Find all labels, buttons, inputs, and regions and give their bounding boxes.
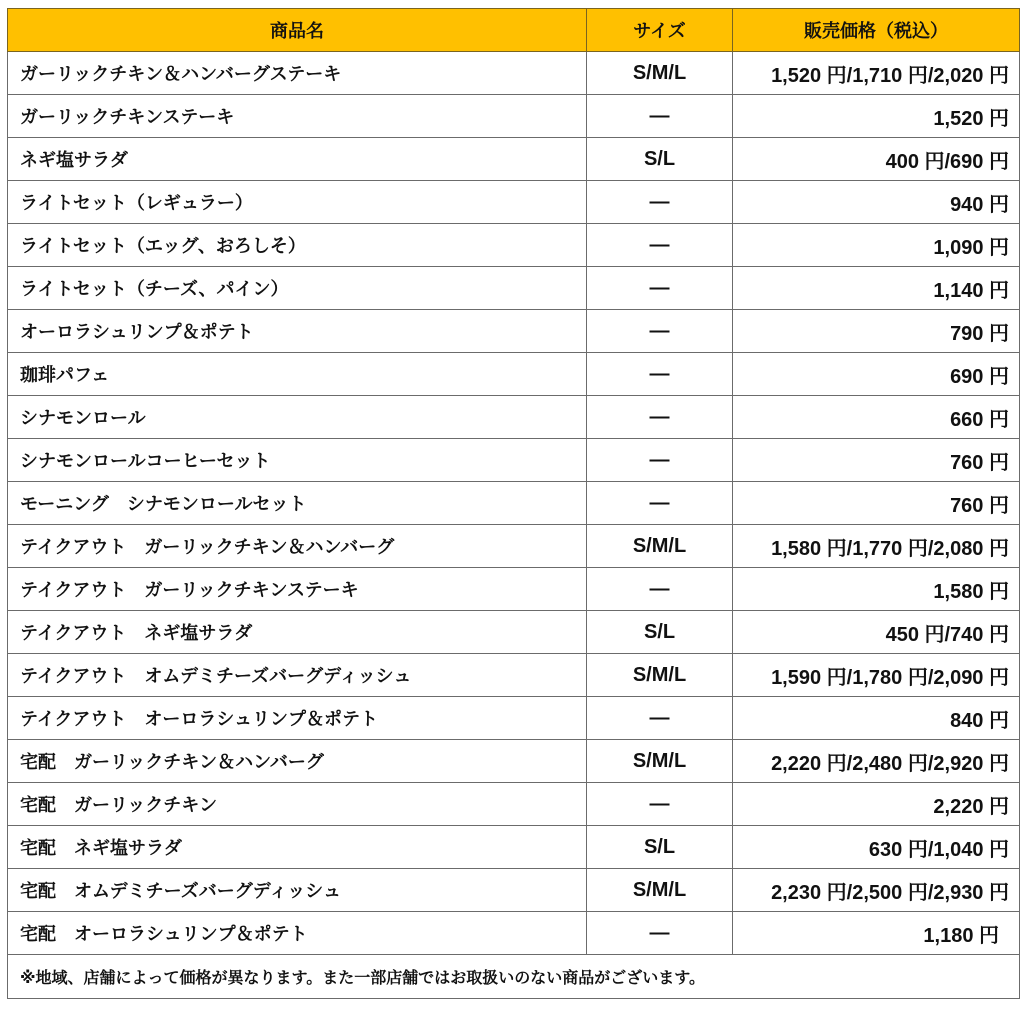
table-row	[8, 783, 1020, 826]
item-size: S/M/L	[587, 525, 733, 568]
table-row	[8, 740, 1020, 783]
item-name: テイクアウト ネギ塩サラダ	[8, 611, 587, 654]
table-row	[8, 138, 1020, 181]
item-name: テイクアウト ガーリックチキンステーキ	[8, 568, 587, 611]
table-row	[8, 912, 1020, 955]
item-price: 940 円	[733, 181, 1020, 224]
item-price: 1,580 円	[733, 568, 1020, 611]
item-size: S/L	[587, 826, 733, 869]
item-name: 宅配 ガーリックチキン	[8, 783, 587, 826]
item-size: S/M/L	[587, 740, 733, 783]
table-row	[8, 826, 1020, 869]
item-name: モーニング シナモンロールセット	[8, 482, 587, 525]
item-size: S/M/L	[587, 52, 733, 95]
item-name: 宅配 ネギ塩サラダ	[8, 826, 587, 869]
item-price: 400 円/690 円	[733, 138, 1020, 181]
item-price: 760 円	[733, 439, 1020, 482]
item-name: 宅配 オーロラシュリンプ＆ポテト	[8, 912, 587, 955]
table-row	[8, 353, 1020, 396]
item-price: 1,580 円/1,770 円/2,080 円	[733, 525, 1020, 568]
column-header-price: 販売価格（税込）	[733, 9, 1020, 52]
item-price: 1,520 円	[733, 95, 1020, 138]
item-size: S/L	[587, 138, 733, 181]
item-name: テイクアウト オーロラシュリンプ＆ポテト	[8, 697, 587, 740]
item-name: ライトセット（レギュラー）	[8, 181, 587, 224]
table-header	[8, 9, 1020, 52]
table-row	[8, 482, 1020, 525]
item-name: 宅配 オムデミチーズバーグディッシュ	[8, 869, 587, 912]
table-row	[8, 869, 1020, 912]
item-size: —	[587, 224, 733, 267]
footnote-row	[8, 955, 1020, 999]
table-row	[8, 439, 1020, 482]
table-row	[8, 697, 1020, 740]
item-name: テイクアウト ガーリックチキン＆ハンバーグ	[8, 525, 587, 568]
table-row	[8, 611, 1020, 654]
item-price: 2,220 円/2,480 円/2,920 円	[733, 740, 1020, 783]
footnote: ※地域、店舗によって価格が異なります。また一部店舗ではお取扱いのない商品がございます。	[8, 955, 1020, 999]
item-size: —	[587, 396, 733, 439]
item-price: 660 円	[733, 396, 1020, 439]
table-row	[8, 310, 1020, 353]
item-price: 2,220 円	[733, 783, 1020, 826]
item-name: シナモンロールコーヒーセット	[8, 439, 587, 482]
item-name: 宅配 ガーリックチキン＆ハンバーグ	[8, 740, 587, 783]
table-row	[8, 52, 1020, 95]
price-table-container	[7, 8, 1019, 999]
table-body	[8, 52, 1020, 999]
table-row	[8, 568, 1020, 611]
item-price: 630 円/1,040 円	[733, 826, 1020, 869]
item-size: —	[587, 568, 733, 611]
item-price: 1,090 円	[733, 224, 1020, 267]
item-price: 840 円	[733, 697, 1020, 740]
item-size: S/M/L	[587, 654, 733, 697]
item-size: —	[587, 181, 733, 224]
item-price: 1,180 円	[733, 912, 1020, 955]
item-price: 2,230 円/2,500 円/2,930 円	[733, 869, 1020, 912]
item-name: ライトセット（エッグ、おろしそ）	[8, 224, 587, 267]
item-price: 1,520 円/1,710 円/2,020 円	[733, 52, 1020, 95]
item-name: シナモンロール	[8, 396, 587, 439]
item-size: S/M/L	[587, 869, 733, 912]
item-name: ガーリックチキンステーキ	[8, 95, 587, 138]
item-name: ガーリックチキン＆ハンバーグステーキ	[8, 52, 587, 95]
item-price: 790 円	[733, 310, 1020, 353]
table-row	[8, 654, 1020, 697]
menu-price-table	[7, 8, 1020, 999]
table-row	[8, 525, 1020, 568]
item-price: 450 円/740 円	[733, 611, 1020, 654]
table-row	[8, 396, 1020, 439]
item-size: S/L	[587, 611, 733, 654]
column-header-name: 商品名	[8, 9, 587, 52]
item-size: —	[587, 353, 733, 396]
item-name: ネギ塩サラダ	[8, 138, 587, 181]
table-row	[8, 95, 1020, 138]
item-size: —	[587, 482, 733, 525]
item-price: 690 円	[733, 353, 1020, 396]
item-size: —	[587, 310, 733, 353]
table-row	[8, 181, 1020, 224]
item-size: —	[587, 783, 733, 826]
item-size: —	[587, 912, 733, 955]
header-row	[8, 9, 1020, 52]
item-size: —	[587, 439, 733, 482]
item-name: ライトセット（チーズ、パイン）	[8, 267, 587, 310]
item-name: オーロラシュリンプ＆ポテト	[8, 310, 587, 353]
table-row	[8, 224, 1020, 267]
item-size: —	[587, 697, 733, 740]
item-name: テイクアウト オムデミチーズバーグディッシュ	[8, 654, 587, 697]
item-price: 1,590 円/1,780 円/2,090 円	[733, 654, 1020, 697]
column-header-size: サイズ	[587, 9, 733, 52]
item-price: 760 円	[733, 482, 1020, 525]
item-name: 珈琲パフェ	[8, 353, 587, 396]
item-price: 1,140 円	[733, 267, 1020, 310]
item-size: —	[587, 267, 733, 310]
table-row	[8, 267, 1020, 310]
item-size: —	[587, 95, 733, 138]
